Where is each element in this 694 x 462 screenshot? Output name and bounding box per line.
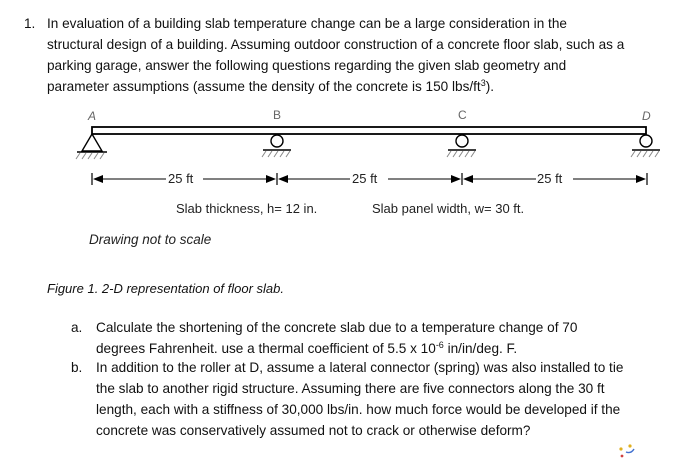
pin-support-a <box>76 134 107 159</box>
support-label-d: D <box>642 109 651 123</box>
question-b-line-1: In addition to the roller at D, assume a lateral connector (spring) was also installed to tie <box>96 360 624 375</box>
span-label-ab: 25 ft <box>168 171 194 186</box>
slab-beam <box>92 127 646 134</box>
question-a-line-1: Calculate the shortening of the concrete slab due to a temperature change of 70 <box>96 320 578 335</box>
question-a-letter: a. <box>71 320 83 335</box>
figure-caption: Figure 1. 2-D representation of floor slab. <box>47 281 285 296</box>
roller-support-c <box>447 135 476 157</box>
intro-line-2: structural design of a building. Assuming outdoor construction of a concrete floor slab, such as a <box>47 37 625 52</box>
slab-thickness-label: Slab thickness, h= 12 in. <box>176 201 318 216</box>
slab-width-label: Slab panel width, w= 30 ft. <box>372 201 525 216</box>
span-label-bc: 25 ft <box>352 171 378 186</box>
intro-line-3: parking garage, answer the following questions regarding the given slab geometry and <box>47 58 567 73</box>
cubic-exponent: 3 <box>480 78 486 88</box>
question-a-line-2-end: in/in/deg. F. <box>443 341 518 356</box>
intro-line-4-text: parameter assumptions (assume the density of the concrete is 150 lbs/ft <box>47 79 481 94</box>
roller-support-b <box>262 135 291 157</box>
span-label-cd: 25 ft <box>537 171 563 186</box>
roller-support-d <box>631 135 660 157</box>
question-b-line-2: the slab to another rigid structure. Assuming there are five connectors along the 30 ft <box>96 381 605 396</box>
support-label-b: B <box>273 108 282 122</box>
support-label-c: C <box>458 108 467 122</box>
question-a-line-2-text: degrees Fahrenheit. use a thermal coefficient of 5.5 x 10 <box>96 341 436 356</box>
intro-line-1: In evaluation of a building slab temperature change can be a large consideration in the <box>47 16 567 31</box>
problem-number: 1. <box>24 16 36 31</box>
support-label-a: A <box>88 109 97 123</box>
intro-line-4-end: ). <box>485 79 495 94</box>
not-to-scale-note: Drawing not to scale <box>89 232 212 247</box>
question-b-line-4: concrete was conservatively assumed not to crack or otherwise deform? <box>96 423 531 438</box>
thermal-exponent: -6 <box>435 340 444 350</box>
question-b-letter: b. <box>71 360 83 375</box>
question-a-line-2 <box>96 338 517 359</box>
question-b-line-3: length, each with a stiffness of 30,000 lbs/in. how much force would be developed if the <box>96 402 621 417</box>
